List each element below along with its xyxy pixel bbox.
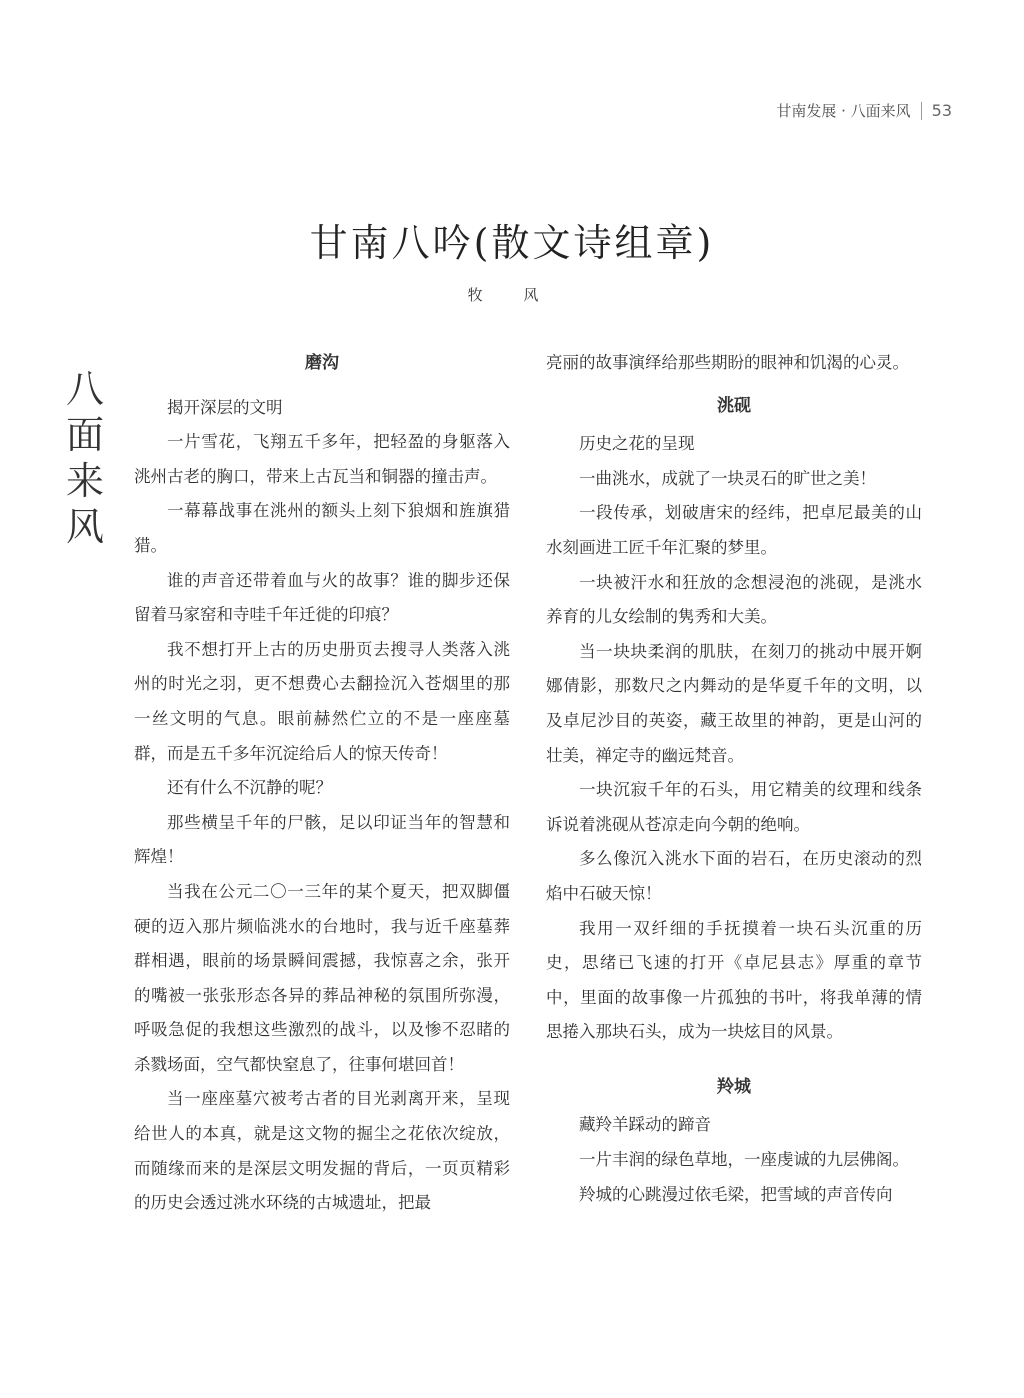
body-paragraph: 一片雪花，飞翔五千多年，把轻盈的身躯落入洮州古老的胸口，带来上古瓦当和铜器的撞击声。 bbox=[134, 432, 510, 486]
article-title: 甘南八吟(散文诗组章) bbox=[309, 221, 715, 265]
body-paragraph: 羚城的心跳漫过依毛梁，把雪域的声音传向 bbox=[579, 1184, 893, 1204]
side-label-char: 八 bbox=[65, 367, 104, 411]
body-paragraph: 一幕幕战事在洮州的额头上刻下狼烟和旌旗猎猎。 bbox=[134, 501, 510, 555]
running-head bbox=[776, 100, 952, 121]
body-paragraph: 一块被汗水和狂放的念想浸泡的洮砚，是洮水养育的儿女绘制的隽秀和大美。 bbox=[546, 572, 922, 627]
body-paragraph: 我用一双纤细的手抚摸着一块石头沉重的历史，思绪已飞速的打开《卓尼县志》厚重的章节中，里面的故事像一片孤独的书叶，将我单薄的情思捲入那块石头，成为一块炫目的风景。 bbox=[546, 918, 922, 1042]
body-paragraph: 当一块块柔润的肌肤，在刻刀的挑动中展开婀娜倩影，那数尺之内舞动的是华夏千年的文明，以及卓尼沙目的英姿，藏王故里的神韵，更是山河的壮美，禅定寺的幽远梵音。 bbox=[546, 641, 922, 765]
side-label-char: 来 bbox=[65, 459, 104, 503]
running-head-section: 甘南发展 · 八面来风 bbox=[776, 102, 911, 120]
body-paragraph: 我不想打开上古的历史册页去搜寻人类落入洮州的时光之羽，更不想费心去翻捡沉入苍烟里的那一丝文明的气息。眼前赫然伫立的不是一座座墓群，而是五千多年沉淀给后人的惊天传奇！ bbox=[134, 639, 510, 763]
body-paragraph: 当一座座墓穴被考古者的目光剥离开来，呈现给世人的本真，就是这文物的掘尘之花依次绽放，而随缘而来的是深层文明发掘的背后，一页页精彩的历史会透过洮水环绕的古城遗址，把最 bbox=[134, 1089, 510, 1213]
body-paragraph: 当我在公元二〇一三年的某个夏天，把双脚僵硬的迈入那片频临洮水的台地时，我与近千座墓葬群相遇，眼前的场景瞬间震撼，我惊喜之余，张开的嘴被一张张形态各异的葬品神秘的氛围所弥漫，呼吸急促的我想这些激烈的战斗，以及惨不忍睹的杀戮场面，空气都快窒息了，往事何堪回首！ bbox=[134, 881, 510, 1074]
side-label-char: 风 bbox=[65, 505, 104, 549]
page-number: 53 bbox=[931, 101, 952, 120]
subtitle-paragraph: 历史之花的呈现 bbox=[579, 434, 695, 454]
right-column bbox=[546, 346, 922, 1212]
body-paragraph: 多么像沉入洮水下面的岩石，在历史滚动的烈焰中石破天惊！ bbox=[546, 849, 922, 903]
column-section-label bbox=[62, 366, 108, 550]
author-name: 牧 风 bbox=[467, 286, 557, 304]
body-paragraph: 一曲洮水，成就了一块灵石的旷世之美！ bbox=[579, 468, 876, 488]
body-paragraph: 一片丰润的绿色草地，一座虔诚的九层佛阁。 bbox=[579, 1150, 909, 1170]
section-heading-lingcheng: 羚城 bbox=[717, 1076, 751, 1097]
running-head-divider bbox=[921, 102, 922, 120]
author-byline bbox=[0, 284, 1024, 305]
body-paragraph: 还有什么不沉静的呢？ bbox=[167, 778, 332, 798]
body-paragraph: 谁的声音还带着血与火的故事？谁的脚步还保留着马家窑和寺哇千年迁徙的印痕？ bbox=[134, 570, 510, 625]
subtitle-paragraph: 揭开深层的文明 bbox=[167, 397, 283, 417]
left-column bbox=[134, 346, 510, 1221]
body-paragraph: 一段传承，划破唐宋的经纬，把卓尼最美的山水刻画进工匠千年汇聚的梦里。 bbox=[546, 503, 922, 557]
side-label-char: 面 bbox=[65, 413, 104, 457]
section-heading-taoyan: 洮砚 bbox=[717, 395, 751, 416]
section-heading-mogou: 磨沟 bbox=[305, 353, 339, 373]
body-paragraph: 一块沉寂千年的石头，用它精美的纹理和线条诉说着洮砚从苍凉走向今朝的绝响。 bbox=[546, 780, 922, 834]
continuation-paragraph: 亮丽的故事演绎给那些期盼的眼神和饥渴的心灵。 bbox=[546, 353, 909, 372]
body-paragraph: 那些横呈千年的尸骸，足以印证当年的智慧和辉煌！ bbox=[134, 812, 510, 867]
subtitle-paragraph: 藏羚羊踩动的蹄音 bbox=[579, 1115, 711, 1135]
